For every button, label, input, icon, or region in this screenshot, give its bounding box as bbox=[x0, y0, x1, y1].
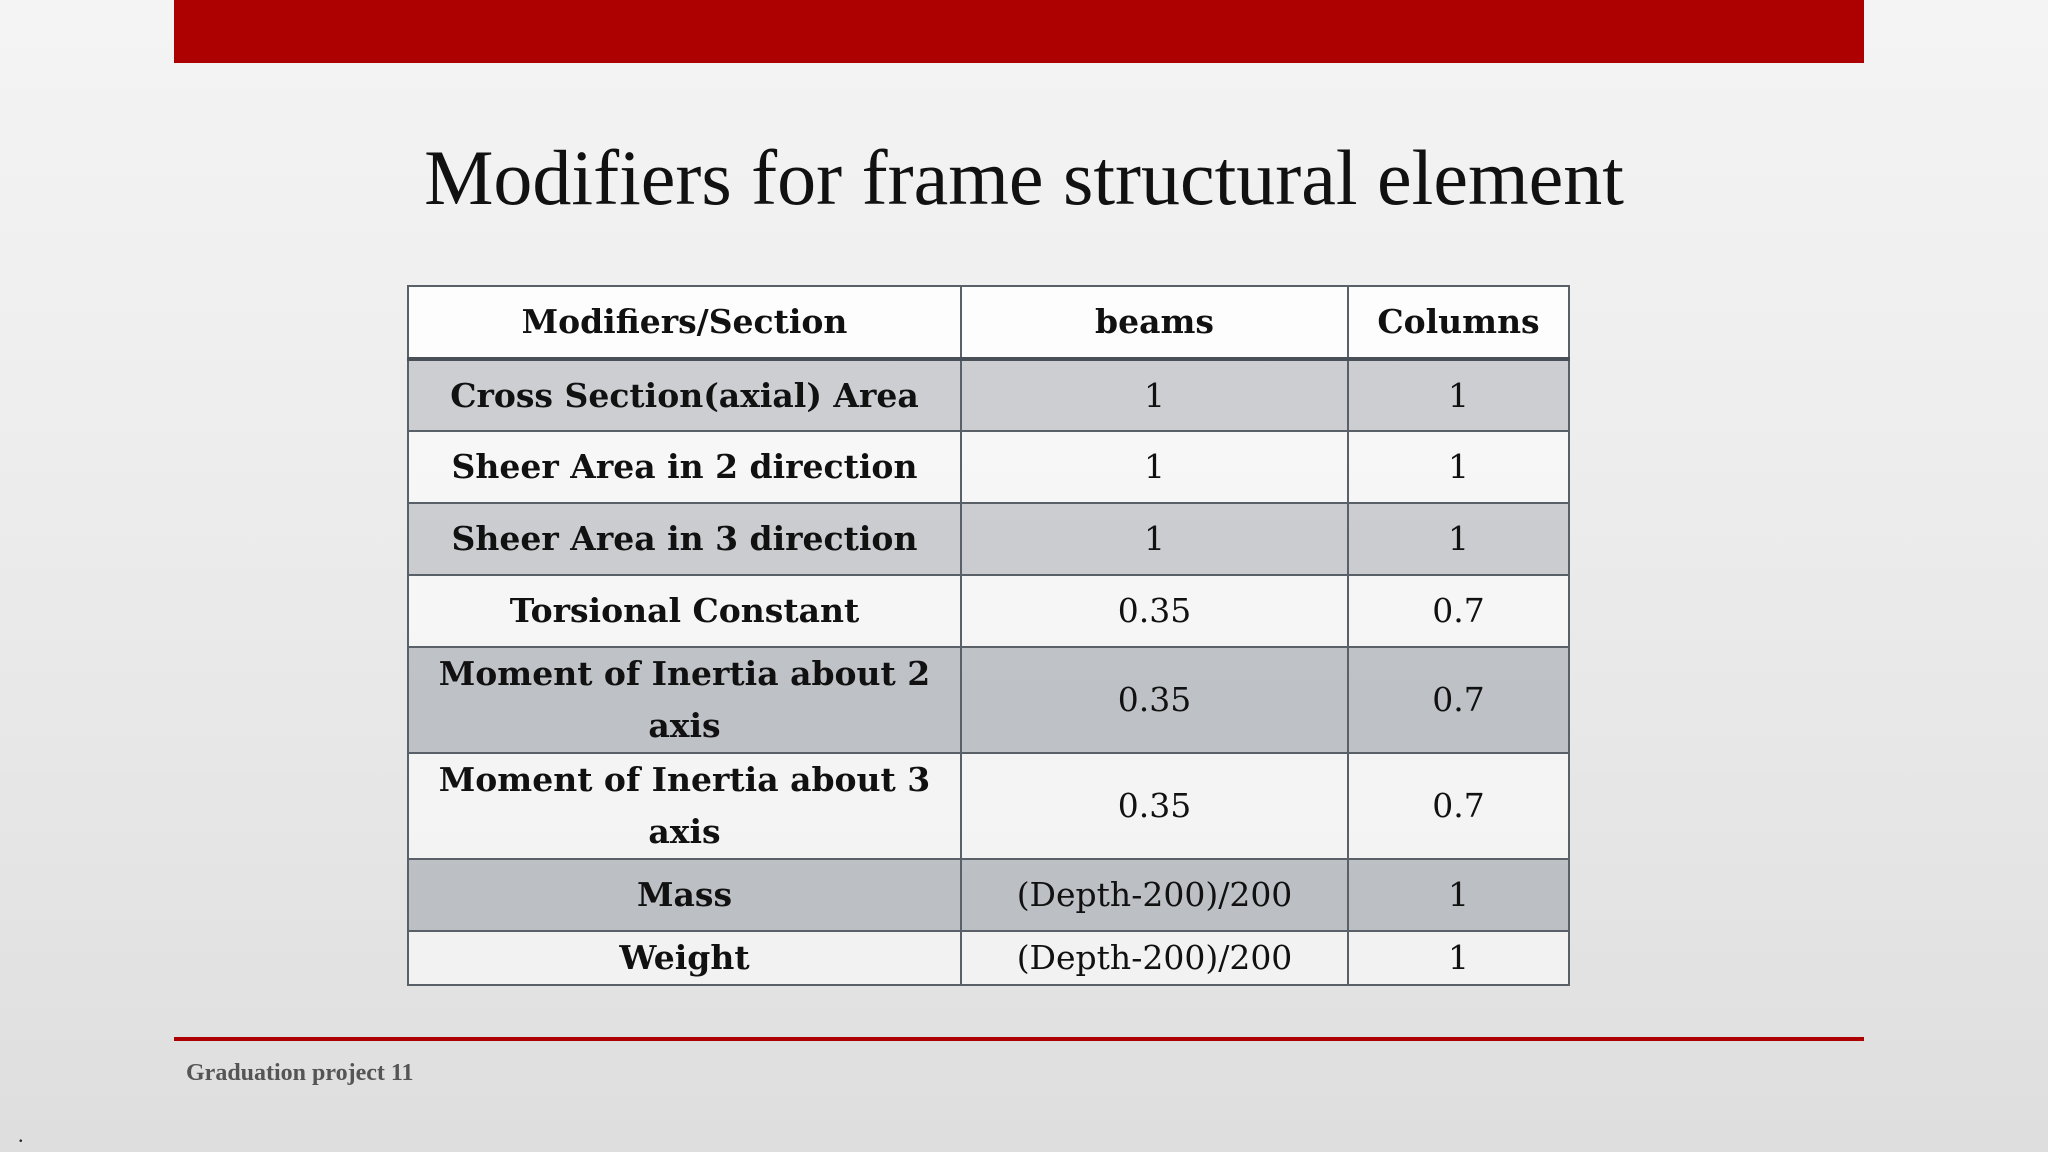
beams-value: 0.35 bbox=[961, 575, 1348, 647]
beams-value: 0.35 bbox=[961, 647, 1348, 753]
row-label: Moment of Inertia about 2 axis bbox=[408, 647, 961, 753]
columns-value: 1 bbox=[1348, 503, 1569, 575]
header-modifiers-section: Modifiers/Section bbox=[408, 286, 961, 359]
footer-text: Graduation project 11 bbox=[186, 1060, 414, 1086]
row-label: Cross Section(axial) Area bbox=[408, 359, 961, 431]
columns-value: 1 bbox=[1348, 859, 1569, 931]
columns-value: 0.7 bbox=[1348, 647, 1569, 753]
modifiers-table bbox=[407, 285, 1570, 986]
row-label: Moment of Inertia about 3 axis bbox=[408, 753, 961, 859]
beams-value: (Depth-200)/200 bbox=[961, 859, 1348, 931]
row-label: Weight bbox=[408, 931, 961, 985]
beams-value: 1 bbox=[961, 431, 1348, 503]
beams-value: 0.35 bbox=[961, 753, 1348, 859]
corner-mark: . bbox=[18, 1122, 24, 1147]
columns-value: 0.7 bbox=[1348, 753, 1569, 859]
table-header-row bbox=[408, 286, 1569, 359]
row-label: Sheer Area in 3 direction bbox=[408, 503, 961, 575]
table-row bbox=[408, 753, 1569, 859]
slide-title: Modifiers for frame structural element bbox=[424, 134, 1624, 221]
table-row bbox=[408, 647, 1569, 753]
table-row bbox=[408, 431, 1569, 503]
columns-value: 1 bbox=[1348, 431, 1569, 503]
header-columns: Columns bbox=[1348, 286, 1569, 359]
header-beams: beams bbox=[961, 286, 1348, 359]
table-row bbox=[408, 575, 1569, 647]
top-accent-bar bbox=[174, 0, 1864, 63]
table-row bbox=[408, 931, 1569, 985]
beams-value: 1 bbox=[961, 359, 1348, 431]
row-label: Torsional Constant bbox=[408, 575, 961, 647]
row-label: Sheer Area in 2 direction bbox=[408, 431, 961, 503]
table-row bbox=[408, 503, 1569, 575]
beams-value: 1 bbox=[961, 503, 1348, 575]
columns-value: 1 bbox=[1348, 931, 1569, 985]
table-row bbox=[408, 859, 1569, 931]
beams-value: (Depth-200)/200 bbox=[961, 931, 1348, 985]
table-row bbox=[408, 359, 1569, 431]
footer-divider bbox=[174, 1037, 1864, 1041]
columns-value: 0.7 bbox=[1348, 575, 1569, 647]
columns-value: 1 bbox=[1348, 359, 1569, 431]
row-label: Mass bbox=[408, 859, 961, 931]
